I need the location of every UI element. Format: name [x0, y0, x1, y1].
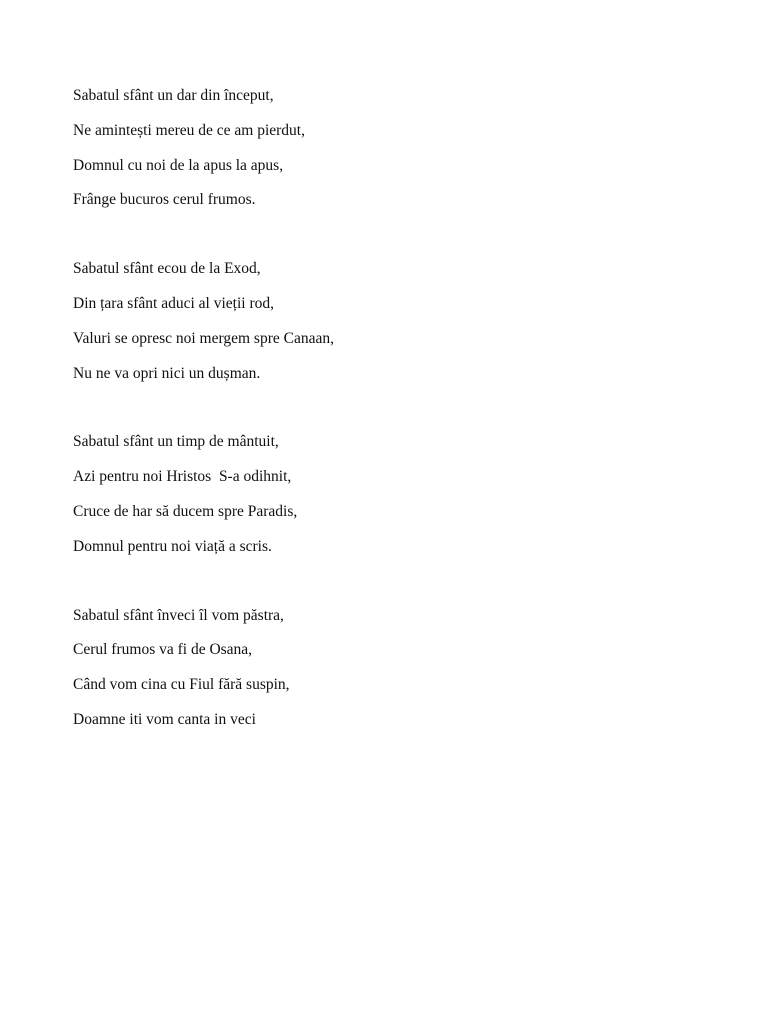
poem-line: Valuri se opresc noi mergem spre Canaan,	[73, 329, 334, 347]
poem-line: Ne amintești mereu de ce am pierdut,	[73, 121, 305, 139]
poem-line: Frânge bucuros cerul frumos.	[73, 191, 256, 209]
stanza-3	[73, 430, 713, 569]
stanza-1	[73, 84, 713, 223]
poem-line: Sabatul sfânt înveci îl vom păstra,	[73, 606, 284, 624]
poem-line: Domnul pentru noi viață a scris.	[73, 537, 272, 555]
stanza-2	[73, 257, 713, 396]
poem-line: Sabatul sfânt un timp de mântuit,	[73, 433, 279, 451]
poem-line: Când vom cina cu Fiul fără suspin,	[73, 676, 290, 694]
poem-line: Azi pentru noi Hristos S-a odihnit,	[73, 468, 292, 486]
poem-line: Cruce de har să ducem spre Paradis,	[73, 502, 298, 520]
poem-line: Cerul frumos va fi de Osana,	[73, 641, 253, 659]
poem	[73, 84, 713, 777]
poem-line: Din țara sfânt aduci al vieții rod,	[73, 294, 275, 312]
poem-line: Nu ne va opri nici un dușman.	[73, 364, 261, 382]
poem-line: Doamne iti vom canta in veci	[73, 710, 256, 728]
stanza-4	[73, 604, 713, 743]
poem-line: Sabatul sfânt un dar din început,	[73, 87, 274, 104]
poem-line: Sabatul sfânt ecou de la Exod,	[73, 260, 261, 278]
poem-line: Domnul cu noi de la apus la apus,	[73, 156, 284, 174]
